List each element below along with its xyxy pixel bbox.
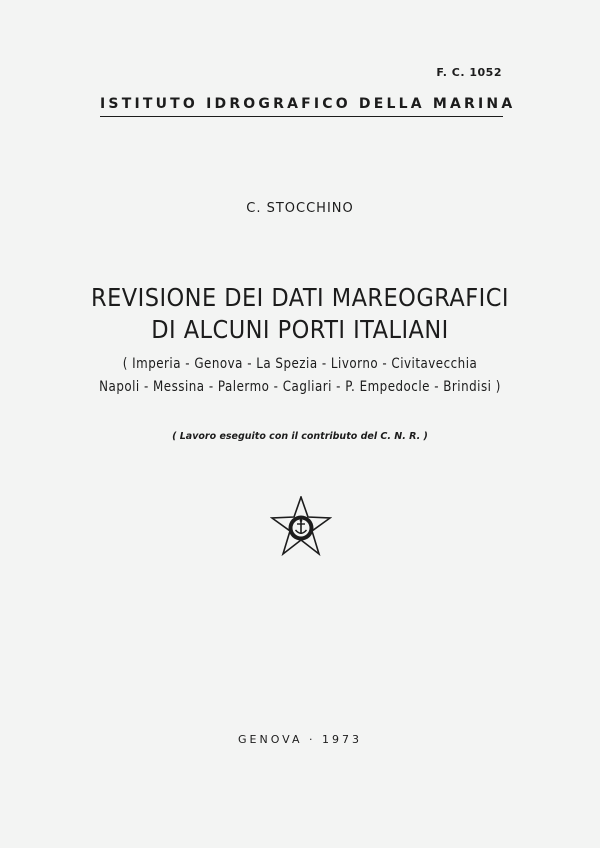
funding-credit: ( Lavoro eseguito con il contributo del C. N. R. ) <box>172 431 428 442</box>
title-line-1: REVISIONE DEI DATI MAREOGRAFICI <box>91 283 509 312</box>
author-name: C. STOCCHINO <box>246 201 354 216</box>
institute-name: ISTITUTO IDROGRAFICO DELLA MARINA <box>100 96 516 112</box>
ports-list-line-1: ( Imperia - Genova - La Spezia - Livorno - Civitavecchia <box>122 356 478 372</box>
star-anchor-emblem-icon <box>270 496 332 558</box>
ports-list-line-2: Napoli - Messina - Palermo - Cagliari - P. Empedocle - Brindisi ) <box>99 379 501 395</box>
title-line-2: DI ALCUNI PORTI ITALIANI <box>151 315 449 344</box>
publication-place-date: GENOVA · 1973 <box>238 733 362 746</box>
document-code: F. C. 1052 <box>436 66 502 79</box>
header-rule <box>100 116 503 117</box>
